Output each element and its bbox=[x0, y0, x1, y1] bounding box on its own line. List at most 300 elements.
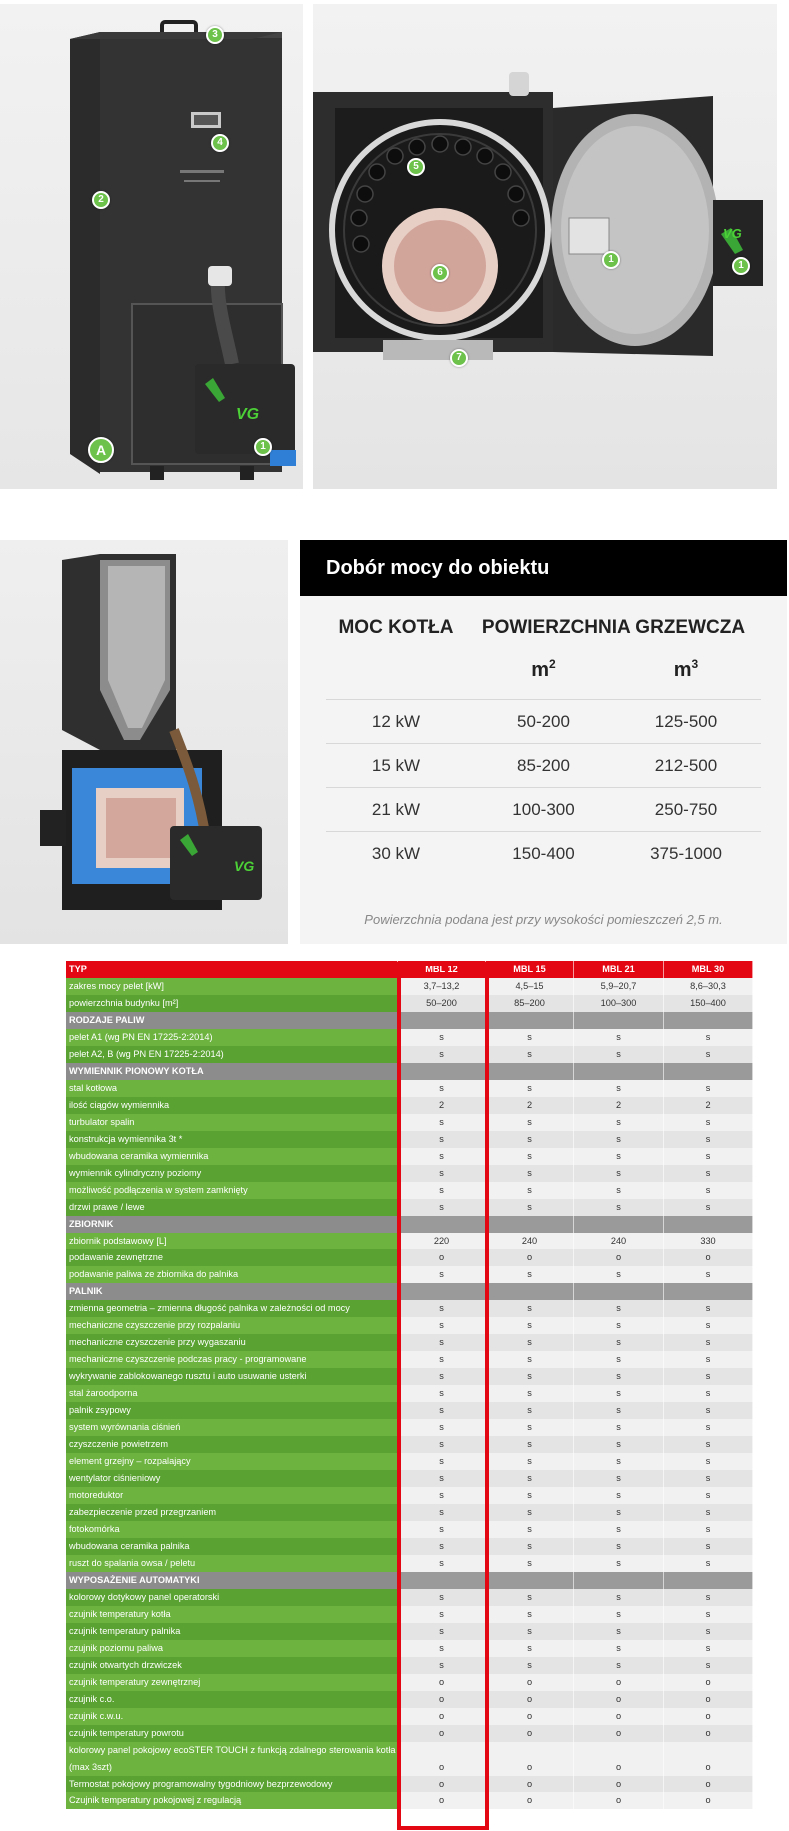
spec-value-cell: 2 bbox=[398, 1097, 486, 1114]
spec-row-label: zakres mocy pelet [kW] bbox=[66, 978, 398, 995]
spec-row bbox=[66, 1589, 753, 1606]
spec-section-row bbox=[66, 1572, 753, 1589]
spec-value-cell: s bbox=[664, 1334, 753, 1351]
spec-value-cell: s bbox=[664, 1046, 753, 1063]
spec-value-cell: s bbox=[486, 1623, 574, 1640]
spec-section-row bbox=[66, 1012, 753, 1029]
spec-value-cell: o bbox=[398, 1792, 486, 1809]
spec-value-cell: 240 bbox=[574, 1233, 664, 1250]
power-cell: 30 kW bbox=[371, 844, 421, 863]
spec-value-cell: s bbox=[398, 1131, 486, 1148]
spec-value-cell: s bbox=[398, 1334, 486, 1351]
spec-value-cell: s bbox=[664, 1555, 753, 1572]
spec-value-cell: s bbox=[398, 1453, 486, 1470]
spec-value-cell: 3,7–13,2 bbox=[398, 978, 486, 995]
spec-value-cell: s bbox=[664, 1317, 753, 1334]
spec-value-cell: s bbox=[574, 1385, 664, 1402]
spec-section-fill bbox=[398, 1012, 486, 1029]
spec-row bbox=[66, 1080, 753, 1097]
spec-value-cell: s bbox=[486, 1470, 574, 1487]
spec-value-cell: o bbox=[486, 1725, 574, 1742]
spec-value-cell: s bbox=[574, 1300, 664, 1317]
spec-row-label: wbudowana ceramika palnika bbox=[66, 1538, 398, 1555]
spec-row-label: Czujnik temperatury pokojowej z regulacją bbox=[66, 1792, 398, 1809]
spec-value-cell: o bbox=[486, 1792, 574, 1809]
spec-value-cell: s bbox=[574, 1521, 664, 1538]
spec-value-cell: 50–200 bbox=[398, 995, 486, 1012]
spec-value-cell: o bbox=[486, 1776, 574, 1793]
spec-row bbox=[66, 1182, 753, 1199]
spec-value-cell: s bbox=[664, 1453, 753, 1470]
spec-value-cell: s bbox=[398, 1538, 486, 1555]
spec-value-cell: s bbox=[398, 1657, 486, 1674]
spec-value-cell: s bbox=[574, 1402, 664, 1419]
area-m2-cell: 100-300 bbox=[512, 800, 575, 819]
spec-value-cell: o bbox=[486, 1691, 574, 1708]
spec-section-fill bbox=[486, 1572, 574, 1589]
spec-value-cell: s bbox=[398, 1148, 486, 1165]
spec-row bbox=[66, 1538, 753, 1555]
spec-row bbox=[66, 1300, 753, 1317]
callout-marker: 6 bbox=[431, 264, 449, 282]
spec-value-cell: s bbox=[486, 1080, 574, 1097]
spec-row bbox=[66, 1385, 753, 1402]
spec-value-cell: s bbox=[486, 1436, 574, 1453]
spec-value-cell: 85–200 bbox=[486, 995, 574, 1012]
power-table-title: Dobór mocy do obiektu bbox=[300, 540, 787, 596]
spec-section-fill bbox=[398, 1283, 486, 1300]
spec-value-cell: s bbox=[664, 1657, 753, 1674]
spec-row-label: czujnik temperatury kotła bbox=[66, 1606, 398, 1623]
spec-row bbox=[66, 1165, 753, 1182]
spec-table-body bbox=[66, 978, 753, 1809]
spec-value-cell: s bbox=[664, 1589, 753, 1606]
spec-value-cell: s bbox=[574, 1470, 664, 1487]
spec-row-label: czujnik temperatury palnika bbox=[66, 1623, 398, 1640]
spec-value-cell: s bbox=[398, 1266, 486, 1283]
boiler-photo-front bbox=[0, 4, 303, 489]
spec-value-cell: s bbox=[486, 1131, 574, 1148]
spec-value-cell: s bbox=[574, 1334, 664, 1351]
spec-value-cell: s bbox=[486, 1351, 574, 1368]
spec-value-cell: 2 bbox=[664, 1097, 753, 1114]
spec-value-cell: s bbox=[664, 1487, 753, 1504]
spec-row bbox=[66, 1097, 753, 1114]
spec-value-cell: s bbox=[486, 1165, 574, 1182]
column-header-power: MOC KOTŁA bbox=[338, 617, 454, 638]
spec-value-cell: s bbox=[664, 1199, 753, 1216]
power-row bbox=[326, 787, 761, 831]
spec-value-cell: s bbox=[574, 1623, 664, 1640]
callout-marker: 1 bbox=[732, 257, 750, 275]
spec-value-cell: s bbox=[664, 1165, 753, 1182]
spec-row-label: czujnik temperatury zewnętrznej bbox=[66, 1674, 398, 1691]
spec-row bbox=[66, 1029, 753, 1046]
spec-row-label: mechaniczne czyszczenie przy rozpalaniu bbox=[66, 1317, 398, 1334]
spec-row-label: kolorowy panel pokojowy ecoSTER TOUCH z funkcją zdalnego sterowania kotła (max 3szt) bbox=[66, 1742, 398, 1776]
spec-value-cell: s bbox=[486, 1046, 574, 1063]
spec-section-fill bbox=[486, 1063, 574, 1080]
spec-row-label: system wyrównania ciśnień bbox=[66, 1419, 398, 1436]
spec-value-cell: s bbox=[486, 1300, 574, 1317]
spec-value-cell: 150–400 bbox=[664, 995, 753, 1012]
spec-value-cell: s bbox=[664, 1504, 753, 1521]
spec-value-cell: s bbox=[398, 1436, 486, 1453]
spec-row bbox=[66, 1640, 753, 1657]
spec-value-cell: s bbox=[486, 1589, 574, 1606]
spec-row-label: stal kotłowa bbox=[66, 1080, 398, 1097]
spec-row-label: pelet A1 (wg PN EN 17225-2:2014) bbox=[66, 1029, 398, 1046]
spec-value-cell: s bbox=[664, 1470, 753, 1487]
power-row bbox=[326, 831, 761, 875]
spec-value-cell: o bbox=[574, 1691, 664, 1708]
spec-value-cell: s bbox=[664, 1368, 753, 1385]
spec-header-model: MBL 21 bbox=[574, 961, 664, 978]
spec-row bbox=[66, 1402, 753, 1419]
spec-row bbox=[66, 1266, 753, 1283]
spec-section-fill bbox=[664, 1012, 753, 1029]
spec-header-row bbox=[66, 961, 753, 978]
spec-value-cell: s bbox=[574, 1148, 664, 1165]
spec-value-cell: s bbox=[664, 1538, 753, 1555]
spec-row bbox=[66, 978, 753, 995]
spec-row-label: ilość ciągów wymiennika bbox=[66, 1097, 398, 1114]
spec-row-label: fotokomórka bbox=[66, 1521, 398, 1538]
spec-section-fill bbox=[574, 1063, 664, 1080]
spec-row bbox=[66, 1487, 753, 1504]
spec-value-cell: o bbox=[398, 1691, 486, 1708]
spec-value-cell: s bbox=[664, 1351, 753, 1368]
spec-value-cell: s bbox=[486, 1657, 574, 1674]
area-m2-cell: 85-200 bbox=[517, 756, 570, 775]
spec-value-cell: s bbox=[398, 1402, 486, 1419]
boiler-open-door-illustration bbox=[313, 4, 777, 489]
spec-row bbox=[66, 1504, 753, 1521]
spec-value-cell: o bbox=[664, 1792, 753, 1809]
spec-value-cell: o bbox=[574, 1725, 664, 1742]
spec-value-cell: s bbox=[398, 1080, 486, 1097]
spec-value-cell: 330 bbox=[664, 1233, 753, 1250]
spec-row bbox=[66, 1148, 753, 1165]
spec-value-cell: s bbox=[574, 1555, 664, 1572]
spec-value-cell: o bbox=[664, 1691, 753, 1708]
spec-row-label: Termostat pokojowy programowalny tygodniowy bezprzewodowy bbox=[66, 1776, 398, 1793]
spec-row-label: możliwość podłączenia w system zamknięty bbox=[66, 1182, 398, 1199]
spec-row-label: wykrywanie zablokowanego rusztu i auto usuwanie usterki bbox=[66, 1368, 398, 1385]
spec-value-cell: s bbox=[574, 1114, 664, 1131]
spec-row bbox=[66, 1623, 753, 1640]
spec-row-label: motoreduktor bbox=[66, 1487, 398, 1504]
spec-value-cell: o bbox=[664, 1776, 753, 1793]
boiler-photo-open-door bbox=[313, 4, 777, 489]
spec-value-cell: 2 bbox=[486, 1097, 574, 1114]
callout-marker: 2 bbox=[92, 191, 110, 209]
spec-value-cell: s bbox=[664, 1640, 753, 1657]
spec-row-label: czujnik c.w.u. bbox=[66, 1708, 398, 1725]
callout-marker: 1 bbox=[602, 251, 620, 269]
spec-row bbox=[66, 1470, 753, 1487]
spec-value-cell: o bbox=[574, 1776, 664, 1793]
callout-marker: A bbox=[88, 437, 114, 463]
spec-header-model: MBL 12 bbox=[398, 961, 486, 978]
spec-value-cell: s bbox=[574, 1317, 664, 1334]
spec-section-row bbox=[66, 1216, 753, 1233]
spec-row bbox=[66, 1453, 753, 1470]
spec-row-label: zabezpieczenie przed przegrzaniem bbox=[66, 1504, 398, 1521]
volume-m3-cell: 125-500 bbox=[654, 712, 718, 731]
spec-value-cell: s bbox=[574, 1080, 664, 1097]
burner-logo: VG bbox=[236, 406, 260, 423]
spec-row bbox=[66, 1046, 753, 1063]
spec-section-fill bbox=[486, 1012, 574, 1029]
spec-section-fill bbox=[574, 1216, 664, 1233]
spec-header-type: TYP bbox=[66, 961, 398, 978]
column-header-area: POWIERZCHNIA GRZEWCZA bbox=[481, 617, 746, 638]
spec-section-fill bbox=[398, 1063, 486, 1080]
callout-marker: 3 bbox=[206, 26, 224, 44]
spec-section-fill bbox=[664, 1063, 753, 1080]
spec-value-cell: s bbox=[574, 1504, 664, 1521]
spec-value-cell: s bbox=[574, 1640, 664, 1657]
spec-value-cell: s bbox=[486, 1266, 574, 1283]
spec-section-fill bbox=[398, 1572, 486, 1589]
spec-value-cell: s bbox=[398, 1199, 486, 1216]
spec-row-label: podawanie paliwa ze zbiornika do palnika bbox=[66, 1266, 398, 1283]
spec-row bbox=[66, 995, 753, 1012]
spec-value-cell: s bbox=[398, 1589, 486, 1606]
spec-row-label: czujnik otwartych drzwiczek bbox=[66, 1657, 398, 1674]
spec-row bbox=[66, 1708, 753, 1725]
spec-value-cell: s bbox=[398, 1470, 486, 1487]
spec-row-label: wymiennik cylindryczny poziomy bbox=[66, 1165, 398, 1182]
spec-row bbox=[66, 1131, 753, 1148]
spec-row bbox=[66, 1233, 753, 1250]
spec-row bbox=[66, 1606, 753, 1623]
spec-row-label: palnik zsypowy bbox=[66, 1402, 398, 1419]
spec-value-cell: s bbox=[398, 1046, 486, 1063]
spec-value-cell: s bbox=[398, 1029, 486, 1046]
spec-value-cell: s bbox=[398, 1351, 486, 1368]
callout-marker: 7 bbox=[450, 349, 468, 367]
spec-value-cell: s bbox=[398, 1555, 486, 1572]
spec-row-label: wbudowana ceramika wymiennika bbox=[66, 1148, 398, 1165]
spec-value-cell: o bbox=[574, 1792, 664, 1809]
spec-value-cell: s bbox=[486, 1148, 574, 1165]
spec-row-label: kolorowy dotykowy panel operatorski bbox=[66, 1589, 398, 1606]
spec-section-label: WYMIENNIK PIONOWY KOTŁA bbox=[66, 1063, 398, 1080]
spec-value-cell: o bbox=[398, 1674, 486, 1691]
spec-value-cell: o bbox=[486, 1708, 574, 1725]
power-cell: 12 kW bbox=[371, 712, 421, 731]
boiler-cutaway-photo bbox=[0, 540, 288, 944]
spec-section-row bbox=[66, 1063, 753, 1080]
spec-value-cell: o bbox=[486, 1742, 574, 1776]
spec-value-cell: s bbox=[574, 1182, 664, 1199]
spec-row-label: czujnik temperatury powrotu bbox=[66, 1725, 398, 1742]
volume-m3-cell: 250-750 bbox=[654, 800, 718, 819]
spec-section-fill bbox=[486, 1283, 574, 1300]
spec-value-cell: s bbox=[664, 1148, 753, 1165]
unit-m3: $m^3$ bbox=[673, 657, 699, 681]
spec-row bbox=[66, 1792, 753, 1809]
spec-value-cell: o bbox=[574, 1742, 664, 1776]
spec-row bbox=[66, 1249, 753, 1266]
spec-row bbox=[66, 1419, 753, 1436]
spec-row-label: wentylator ciśnieniowy bbox=[66, 1470, 398, 1487]
spec-value-cell: s bbox=[664, 1436, 753, 1453]
spec-value-cell: s bbox=[398, 1165, 486, 1182]
spec-value-cell: s bbox=[398, 1623, 486, 1640]
burner-logo: VG bbox=[234, 858, 255, 874]
spec-row-label: podawanie zewnętrzne bbox=[66, 1249, 398, 1266]
spec-row-label: mechaniczne czyszczenie przy wygaszaniu bbox=[66, 1334, 398, 1351]
spec-value-cell: s bbox=[664, 1266, 753, 1283]
spec-value-cell: s bbox=[574, 1487, 664, 1504]
spec-value-cell: s bbox=[574, 1266, 664, 1283]
spec-section-label: RODZAJE PALIW bbox=[66, 1012, 398, 1029]
spec-row bbox=[66, 1114, 753, 1131]
spec-value-cell: s bbox=[486, 1182, 574, 1199]
spec-value-cell: o bbox=[574, 1674, 664, 1691]
spec-header-model: MBL 15 bbox=[486, 961, 574, 978]
spec-value-cell: s bbox=[398, 1114, 486, 1131]
spec-value-cell: s bbox=[664, 1131, 753, 1148]
spec-value-cell: 8,6–30,3 bbox=[664, 978, 753, 995]
spec-value-cell: s bbox=[574, 1606, 664, 1623]
spec-value-cell: s bbox=[486, 1385, 574, 1402]
spec-row-label: pelet A2, B (wg PN EN 17225-2:2014) bbox=[66, 1046, 398, 1063]
spec-value-cell: s bbox=[574, 1199, 664, 1216]
spec-value-cell: s bbox=[664, 1385, 753, 1402]
power-cell: 15 kW bbox=[371, 756, 421, 775]
spec-value-cell: s bbox=[486, 1368, 574, 1385]
spec-row-label: konstrukcja wymiennika 3t * bbox=[66, 1131, 398, 1148]
spec-value-cell: 5,9–20,7 bbox=[574, 978, 664, 995]
spec-row bbox=[66, 1351, 753, 1368]
spec-row bbox=[66, 1657, 753, 1674]
spec-section-row bbox=[66, 1283, 753, 1300]
spec-row bbox=[66, 1555, 753, 1572]
spec-value-cell: s bbox=[574, 1165, 664, 1182]
spec-section-label: PALNIK bbox=[66, 1283, 398, 1300]
spec-row-label: czujnik c.o. bbox=[66, 1691, 398, 1708]
spec-row-label: powierzchnia budynku [m²] bbox=[66, 995, 398, 1012]
spec-row bbox=[66, 1776, 753, 1793]
burner-logo: VG bbox=[723, 226, 742, 241]
spec-row bbox=[66, 1742, 753, 1776]
spec-section-fill bbox=[574, 1012, 664, 1029]
spec-value-cell: s bbox=[486, 1555, 574, 1572]
spec-row bbox=[66, 1436, 753, 1453]
spec-row-label: czyszczenie powietrzem bbox=[66, 1436, 398, 1453]
spec-value-cell: s bbox=[486, 1402, 574, 1419]
spec-value-cell: o bbox=[664, 1708, 753, 1725]
spec-value-cell: s bbox=[574, 1419, 664, 1436]
spec-row bbox=[66, 1199, 753, 1216]
spec-value-cell: s bbox=[664, 1300, 753, 1317]
spec-row bbox=[66, 1521, 753, 1538]
spec-section-fill bbox=[664, 1216, 753, 1233]
volume-m3-cell: 212-500 bbox=[654, 756, 718, 775]
spec-value-cell: s bbox=[486, 1419, 574, 1436]
spec-value-cell: o bbox=[398, 1708, 486, 1725]
power-cell: 21 kW bbox=[371, 800, 421, 819]
spec-value-cell: s bbox=[574, 1351, 664, 1368]
spec-value-cell: s bbox=[664, 1402, 753, 1419]
unit-m2: $m^2$ bbox=[531, 657, 556, 681]
spec-value-cell: s bbox=[486, 1487, 574, 1504]
spec-value-cell: s bbox=[398, 1368, 486, 1385]
spec-value-cell: 220 bbox=[398, 1233, 486, 1250]
spec-row bbox=[66, 1691, 753, 1708]
spec-value-cell: s bbox=[574, 1453, 664, 1470]
spec-row bbox=[66, 1725, 753, 1742]
spec-row-label: czujnik poziomu paliwa bbox=[66, 1640, 398, 1657]
spec-table bbox=[66, 961, 753, 1831]
spec-value-cell: 100–300 bbox=[574, 995, 664, 1012]
power-selection-panel bbox=[300, 540, 787, 944]
spec-value-cell: s bbox=[398, 1419, 486, 1436]
spec-row-label: zbiornik podstawowy [L] bbox=[66, 1233, 398, 1250]
spec-value-cell: s bbox=[486, 1521, 574, 1538]
area-m2-cell: 150-400 bbox=[512, 844, 575, 863]
spec-value-cell: s bbox=[664, 1182, 753, 1199]
spec-value-cell: s bbox=[398, 1640, 486, 1657]
spec-section-fill bbox=[664, 1283, 753, 1300]
spec-value-cell: s bbox=[664, 1606, 753, 1623]
spec-value-cell: s bbox=[398, 1521, 486, 1538]
spec-value-cell: s bbox=[398, 1487, 486, 1504]
spec-section-fill bbox=[486, 1216, 574, 1233]
spec-value-cell: s bbox=[574, 1368, 664, 1385]
spec-value-cell: s bbox=[664, 1521, 753, 1538]
spec-row-label: stal żaroodporna bbox=[66, 1385, 398, 1402]
power-table-note: Powierzchnia podana jest przy wysokości pomieszczeń 2,5 m. bbox=[364, 912, 723, 927]
spec-row-label: turbulator spalin bbox=[66, 1114, 398, 1131]
spec-header-model: MBL 30 bbox=[664, 961, 753, 978]
spec-row-label: zmienna geometria – zmienna długość palnika w zależności od mocy bbox=[66, 1300, 398, 1317]
spec-value-cell: s bbox=[398, 1385, 486, 1402]
spec-row-label: element grzejny – rozpalający bbox=[66, 1453, 398, 1470]
spec-value-cell: s bbox=[398, 1300, 486, 1317]
spec-value-cell: s bbox=[574, 1046, 664, 1063]
power-row bbox=[326, 743, 761, 787]
spec-value-cell: o bbox=[398, 1742, 486, 1776]
callout-marker: 4 bbox=[211, 134, 229, 152]
spec-value-cell: s bbox=[398, 1606, 486, 1623]
spec-value-cell: 240 bbox=[486, 1233, 574, 1250]
spec-value-cell: s bbox=[486, 1114, 574, 1131]
spec-value-cell: o bbox=[398, 1725, 486, 1742]
volume-m3-cell: 375-1000 bbox=[650, 844, 722, 863]
spec-value-cell: s bbox=[486, 1334, 574, 1351]
spec-value-cell: o bbox=[486, 1249, 574, 1266]
spec-value-cell: s bbox=[486, 1317, 574, 1334]
spec-value-cell: o bbox=[574, 1249, 664, 1266]
callout-marker: 5 bbox=[407, 158, 425, 176]
spec-value-cell: s bbox=[486, 1199, 574, 1216]
spec-value-cell: s bbox=[486, 1453, 574, 1470]
spec-row-label: mechaniczne czyszczenie podczas pracy - programowane bbox=[66, 1351, 398, 1368]
spec-value-cell: s bbox=[398, 1504, 486, 1521]
spec-value-cell: s bbox=[574, 1131, 664, 1148]
spec-section-label: ZBIORNIK bbox=[66, 1216, 398, 1233]
spec-value-cell: o bbox=[486, 1674, 574, 1691]
spec-value-cell: s bbox=[486, 1640, 574, 1657]
spec-value-cell: o bbox=[664, 1249, 753, 1266]
area-m2-cell: 50-200 bbox=[517, 712, 570, 731]
spec-row bbox=[66, 1368, 753, 1385]
